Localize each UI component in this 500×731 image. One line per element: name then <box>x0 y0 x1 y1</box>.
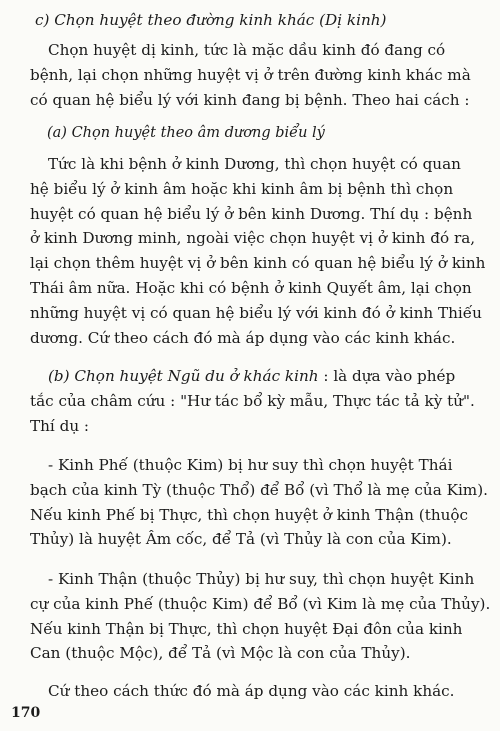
paragraph-c <box>30 453 488 552</box>
text-line: dương. Cứ theo cách đó mà áp dụng vào các kinh khác. <box>30 328 456 347</box>
text-line: Thái âm nữa. Hoặc khi có bệnh ở kinh Quyết âm, lại chọn <box>30 278 472 297</box>
text-line: huyệt có quan hệ biểu lý ở bên kinh Dương. Thí dụ : bệnh <box>30 204 473 223</box>
lead-rest: : là dựa vào phép <box>318 367 456 385</box>
text-line: - Kinh Thận (thuộc Thủy) bị hư suy, thì chọn huyệt Kinh <box>48 570 475 588</box>
closing-paragraph <box>30 679 482 704</box>
text-line: những huyệt vị có quan hệ biểu lý với kinh đó ở kinh Thiếu <box>30 303 482 322</box>
text-line: tắc của châm cứu : "Hư tác bổ kỳ mẫu, Thực tác tả kỳ tử". <box>30 391 475 410</box>
paragraph-a <box>30 152 486 350</box>
text-line: Chọn huyệt dị kinh, tức là mặc dầu kinh đó đang có <box>48 41 446 59</box>
subheading-a: (a) Chọn huyệt theo âm dương biểu lý <box>47 125 325 141</box>
text-line: - Kinh Phế (thuộc Kim) bị hư suy thì chọn huyệt Thái <box>48 456 453 474</box>
text-line: bệnh, lại chọn những huyệt vị ở trên đường kinh khác mà <box>30 65 471 84</box>
text-line: có quan hệ biểu lý với kinh đang bị bệnh. Theo hai cách : <box>30 90 470 109</box>
intro-paragraph <box>30 38 482 112</box>
text-line: Can (thuộc Mộc), để Tả (vì Mộc là con của Thủy). <box>30 644 411 663</box>
text-line: cự của kinh Phế (thuộc Kim) để Bổ (vì Kim là mẹ của Thủy). <box>30 594 491 613</box>
text-line: Tức là khi bệnh ở kinh Dương, thì chọn huyệt có quan <box>48 155 461 173</box>
text-line: Thủy) là huyệt Âm cốc, để Tả (vì Thủy là con của Kim). <box>30 530 452 549</box>
text-line: bạch của kinh Tỳ (thuộc Thổ) để Bổ (vì Thổ là mẹ của Kim). <box>30 480 488 499</box>
text-line: hệ biểu lý ở kinh âm hoặc khi kinh âm bị bệnh thì chọn <box>30 179 454 198</box>
text-line: ở kinh Dương minh, ngoài việc chọn huyệt vị ở kinh đó ra, <box>30 229 476 248</box>
italic-lead: (b) Chọn huyệt Ngũ du ở khác kinh <box>48 367 319 385</box>
text-line: lại chọn thêm huyệt vị ở bên kinh có quan hệ biểu lý ở kinh <box>30 254 486 273</box>
page-number: 170 <box>11 705 41 721</box>
text-line: Thí dụ : <box>30 416 90 435</box>
paragraph-b <box>30 364 482 438</box>
text-line: Cứ theo cách thức đó mà áp dụng vào các kinh khác. <box>48 682 455 700</box>
text-line <box>30 364 482 389</box>
paragraph-d <box>30 567 491 666</box>
text-line: Nếu kinh Thận bị Thực, thì chọn huyệt Đại đôn của kinh <box>30 619 463 638</box>
text-line: Nếu kinh Phế bị Thực, thì chọn huyệt ở kinh Thận (thuộc <box>30 505 469 524</box>
section-heading: c) Chọn huyệt theo đường kinh khác (Dị kinh) <box>35 11 387 29</box>
